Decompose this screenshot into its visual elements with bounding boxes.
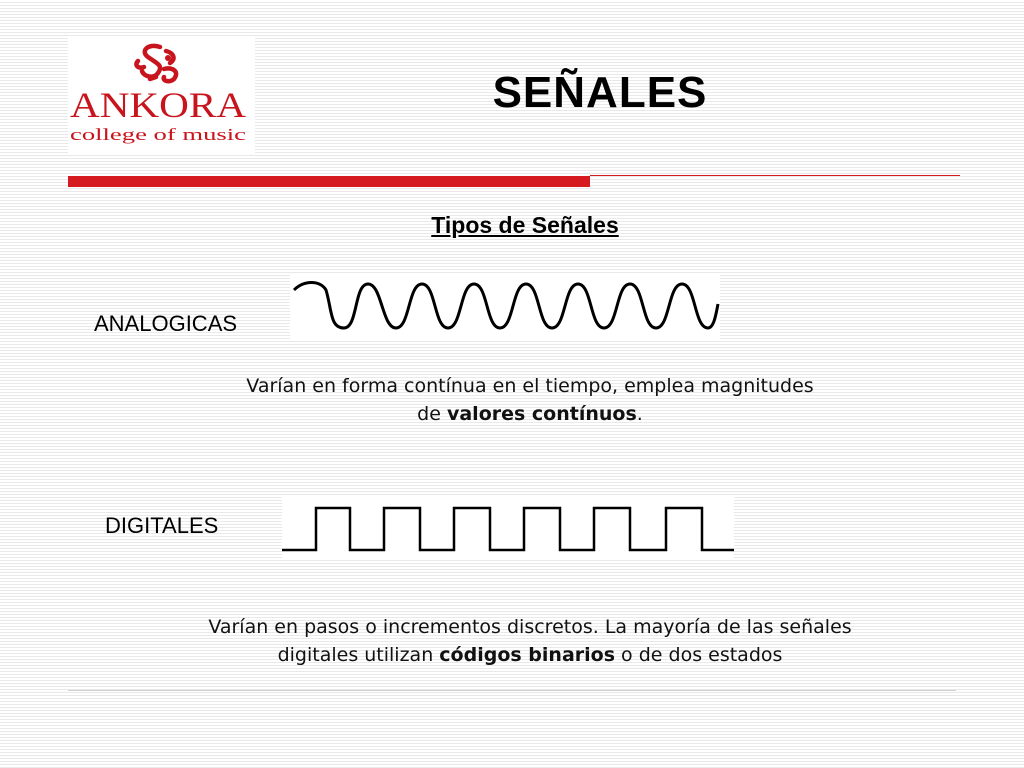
analog-wave-figure [290, 274, 720, 340]
analog-description [170, 372, 890, 428]
footer-divider [68, 690, 956, 691]
digital-desc-bold: códigos binarios [439, 644, 616, 666]
analog-desc-prefix: de [417, 403, 447, 425]
digital-wave-figure [282, 496, 734, 558]
digital-desc-prefix: digitales utilizan [277, 644, 440, 666]
digital-description [110, 613, 950, 669]
digital-square-wave [282, 496, 734, 558]
digital-description-line-1: Varían en pasos o incrementos discretos. La mayoría de las señales [208, 616, 852, 638]
analog-desc-suffix: . [636, 403, 643, 425]
analog-description-line-2 [170, 400, 890, 428]
digital-description-line-2 [110, 641, 950, 669]
analog-description-line-1: Varían en forma contínua en el tiempo, emplea magnitudes [246, 375, 814, 397]
analog-label: ANALOGICAS [94, 311, 238, 336]
title-divider-thick [68, 176, 590, 187]
section-subtitle: Tipos de Señales [431, 212, 619, 238]
digital-desc-suffix: o de dos estados [615, 644, 783, 666]
analog-sine-wave [290, 274, 720, 340]
college-logo [68, 37, 255, 154]
analog-desc-bold: valores contínuos [446, 403, 637, 425]
digital-label: DIGITALES [105, 513, 219, 538]
page-title: SEÑALES [492, 68, 708, 117]
logo-brand-text: ANKORA [70, 85, 246, 125]
title-divider-thin [590, 175, 960, 176]
ankora-logo-mark [68, 37, 255, 154]
logo-tagline-text: college of music [70, 125, 247, 144]
